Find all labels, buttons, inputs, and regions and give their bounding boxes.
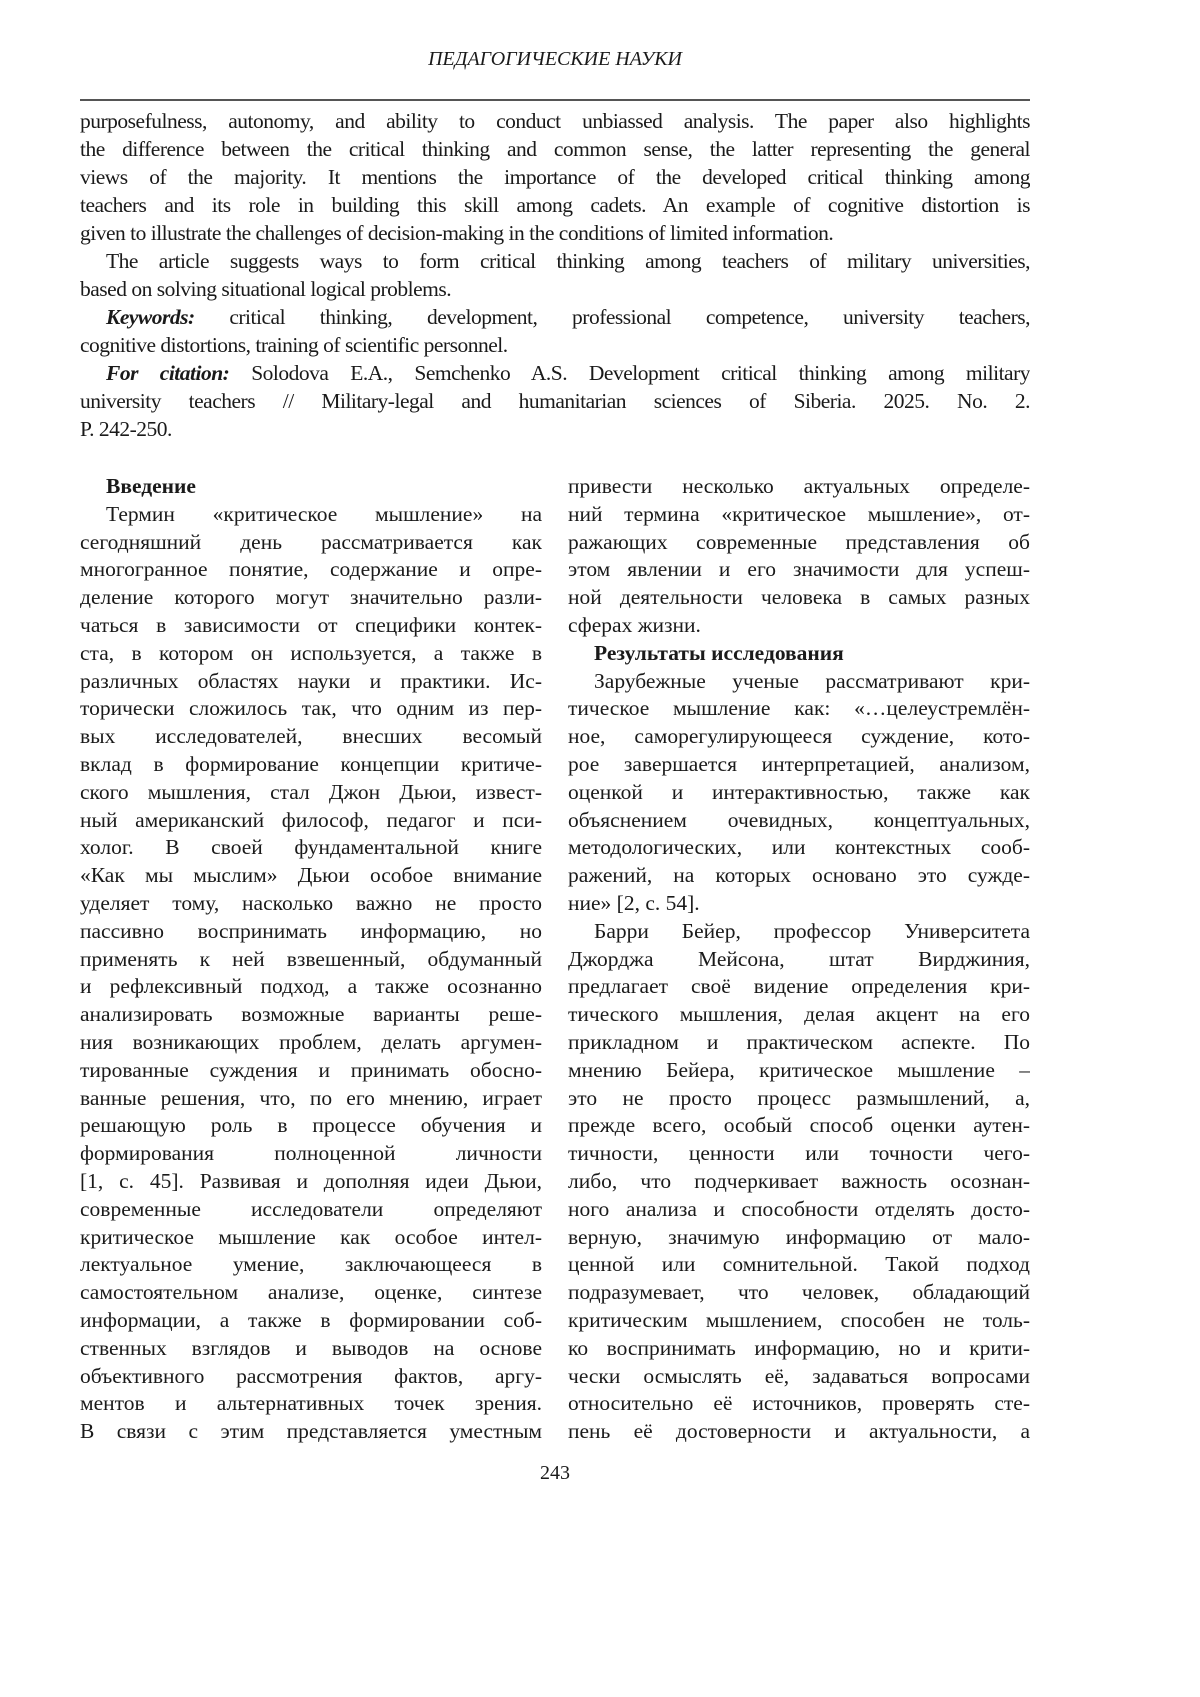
line-text: ражающих современные представления об [568, 529, 1030, 554]
text-line [568, 834, 1030, 862]
line-text: teachers and its role in building this skill among cadets. An example of cognitive distortion is [80, 193, 1030, 217]
text-line [80, 1363, 542, 1391]
line-text: рое завершается интерпретацией, анализом, [568, 751, 1030, 776]
header-rule [80, 99, 1030, 101]
text-line [568, 751, 1030, 779]
text-line [80, 247, 1030, 275]
line-text: Solodova E.A., Semchenko A.S. Development critical thinking among military [251, 361, 1030, 385]
line-text: самостоятельном анализе, оценке, синтезе [80, 1280, 542, 1305]
line-text: вклад в формирование концепции критиче- [80, 751, 542, 776]
text-line [568, 1196, 1030, 1224]
text-line [80, 556, 542, 584]
text-line [568, 1224, 1030, 1252]
line-text: сферах жизни. [568, 612, 701, 637]
text-line [80, 529, 542, 557]
text-line [80, 946, 542, 974]
line-text: объяснением очевидных, концептуальных, [568, 807, 1030, 832]
line-text: тичности, ценности или точности чего- [568, 1141, 1030, 1166]
line-text: ственных взглядов и выводов на основе [80, 1335, 542, 1360]
page-number: 243 [540, 1462, 570, 1484]
text-line [80, 1224, 542, 1252]
paragraph [568, 473, 1030, 640]
text-line [80, 107, 1030, 135]
line-text: лектуальное умение, заключающееся в [80, 1252, 542, 1277]
line-text: given to illustrate the challenges of decision-making in the conditions of limited information. [80, 221, 834, 245]
line-text: Термин «критическое мышление» на [106, 501, 542, 526]
line-text: ражений, на которых основано это сужде- [568, 863, 1030, 888]
text-line [80, 1335, 542, 1363]
line-text: cognitive distortions, training of scientific personnel. [80, 333, 508, 357]
line-text: В связи с этим представляется уместным [80, 1419, 542, 1444]
line-text: либо, что подчеркивает важность осознан- [568, 1168, 1030, 1193]
text-line [80, 163, 1030, 191]
line-text: холог. В своей фундаментальной книге [80, 835, 542, 860]
line-text: ного анализа и способности отделять досто- [568, 1196, 1030, 1221]
text-line [568, 779, 1030, 807]
paragraph [80, 107, 1030, 247]
text-line [568, 723, 1030, 751]
line-text: применять к ней взвешенный, обдуманный [80, 946, 542, 971]
line-text: предлагает своё видение определения кри- [568, 974, 1030, 999]
line-text: и рефлексивный подход, а также осознанно [80, 974, 542, 999]
line-text: привести несколько актуальных определе- [568, 474, 1030, 498]
text-line [80, 303, 1030, 331]
left-column [80, 473, 542, 1446]
text-line [80, 1057, 542, 1085]
line-text: подразумевает, что человек, обладающий [568, 1280, 1030, 1305]
line-text: оценкой и интерактивностью, также как [568, 779, 1030, 804]
text-line [80, 973, 542, 1001]
text-line [568, 918, 1030, 946]
paragraph-label: For citation: [106, 361, 230, 385]
text-line [80, 359, 1030, 387]
text-line [568, 1001, 1030, 1029]
text-line [80, 862, 542, 890]
text-line [80, 668, 542, 696]
text-line [568, 973, 1030, 1001]
text-line [568, 807, 1030, 835]
text-line [80, 1418, 542, 1446]
text-line [80, 275, 1030, 303]
line-text: ное, саморегулирующееся суждение, кото- [568, 724, 1030, 749]
text-line [80, 1390, 542, 1418]
line-text: тированные суждения и принимать обосно- [80, 1057, 542, 1082]
text-line [80, 191, 1030, 219]
line-text: ный американский философ, педагог и пси- [80, 807, 542, 832]
text-line [568, 1390, 1030, 1418]
abstract-english [80, 107, 1030, 443]
text-line [80, 1140, 542, 1168]
line-text: the difference between the critical thinking and common sense, the latter representing the general [80, 137, 1030, 161]
line-text: объективного рассмотрения фактов, аргу- [80, 1363, 542, 1388]
line-text: P. 242-250. [80, 417, 172, 441]
line-text: ценной или сомнительной. Такой подход [568, 1252, 1030, 1277]
line-text: верную, значимую информацию от мало- [568, 1224, 1030, 1249]
text-line [568, 556, 1030, 584]
text-line [80, 751, 542, 779]
line-text: ний термина «критическое мышление», от- [568, 501, 1030, 526]
line-text: пассивно воспринимать информацию, но [80, 918, 542, 943]
line-text: ского мышления, стал Джон Дьюи, извест- [80, 779, 542, 804]
line-text: этом явлении и его значимости для успеш- [568, 557, 1030, 582]
text-line [568, 1168, 1030, 1196]
line-text: ной деятельности человека в самых разных [568, 585, 1030, 610]
text-line [568, 1140, 1030, 1168]
text-line [568, 1279, 1030, 1307]
line-text: уделяет тому, насколько важно не просто [80, 890, 542, 915]
line-text: решающую роль в процессе обучения и [80, 1113, 542, 1138]
paragraph [80, 501, 542, 1446]
text-line [80, 1001, 542, 1029]
section-heading: Результаты исследования [594, 640, 844, 665]
text-line [80, 890, 542, 918]
line-text: ванные решения, что, по его мнению, играет [80, 1085, 542, 1110]
text-line [80, 1251, 542, 1279]
text-line [568, 890, 1030, 918]
text-line [80, 1196, 542, 1224]
line-text: чаться в зависимости от специфики контек- [80, 612, 542, 637]
text-line [568, 1307, 1030, 1335]
text-line [80, 1279, 542, 1307]
text-line [568, 1112, 1030, 1140]
running-header: ПЕДАГОГИЧЕСКИЕ НАУКИ [428, 48, 682, 70]
text-line [80, 1112, 542, 1140]
text-line [568, 529, 1030, 557]
line-text: Барри Бейер, профессор Университета [594, 918, 1030, 943]
line-text: это не просто процесс размышлений, а, [568, 1085, 1030, 1110]
line-text: многогранное понятие, содержание и опре- [80, 557, 542, 582]
section-heading: Введение [106, 474, 196, 498]
text-line [568, 1251, 1030, 1279]
line-text: современные исследователи определяют [80, 1196, 542, 1221]
line-text: ние» [2, с. 54]. [568, 890, 700, 915]
text-line [80, 387, 1030, 415]
line-text: ния возникающих проблем, делать аргумен- [80, 1029, 542, 1054]
text-line [568, 1363, 1030, 1391]
line-text: вых исследователей, внесших весомый [80, 724, 542, 749]
text-line [80, 135, 1030, 163]
text-line [568, 501, 1030, 529]
text-line [80, 415, 1030, 443]
line-text: тического мышления, делая акцент на его [568, 1002, 1030, 1027]
text-line [568, 473, 1030, 501]
text-line [80, 1168, 542, 1196]
text-line [80, 834, 542, 862]
line-text: views of the majority. It mentions the importance of the developed critical thinking among [80, 165, 1030, 189]
line-text: информации, а также в формировании соб- [80, 1307, 542, 1332]
text-line [80, 331, 1030, 359]
line-text: [1, с. 45]. Развивая и дополняя идеи Дьюи, [80, 1168, 542, 1193]
line-text: методологических, или контекстных сооб- [568, 835, 1030, 860]
line-text: тическое мышление как: «…целеустремлён- [568, 696, 1030, 721]
text-line [80, 612, 542, 640]
line-text: Джорджа Мейсона, штат Вирджиния, [568, 946, 1030, 971]
line-text: чески осмыслять её, задаваться вопросами [568, 1363, 1030, 1388]
line-text: сегодняшний день рассматривается как [80, 529, 542, 554]
line-text: based on solving situational logical problems. [80, 277, 452, 301]
text-line [80, 219, 1030, 247]
text-line [80, 584, 542, 612]
paragraph [568, 668, 1030, 918]
line-text: торически сложилось так, что одним из пер- [80, 696, 542, 721]
line-text: формирования полноценной личности [80, 1141, 542, 1166]
line-text: The article suggests ways to form critical thinking among teachers of military universities, [106, 249, 1030, 273]
line-text: прежде всего, особый способ оценки аутен- [568, 1113, 1030, 1138]
line-text: ментов и альтернативных точек зрения. [80, 1391, 542, 1416]
text-line [568, 862, 1030, 890]
text-line [568, 946, 1030, 974]
line-text: прикладном и практическом аспекте. По [568, 1029, 1030, 1054]
text-line [568, 695, 1030, 723]
paragraph [80, 359, 1030, 443]
line-text: различных областях науки и практики. Ис- [80, 668, 542, 693]
line-text: пень её достоверности и актуальности, а [568, 1419, 1030, 1444]
line-text: анализировать возможные варианты реше- [80, 1002, 542, 1027]
text-line [568, 1418, 1030, 1446]
text-line [568, 1029, 1030, 1057]
paragraph [80, 303, 1030, 359]
right-column [568, 473, 1030, 1446]
text-line [80, 695, 542, 723]
line-text: critical thinking, development, professional competence, university teachers, [229, 305, 1030, 329]
text-line [80, 779, 542, 807]
text-line [80, 918, 542, 946]
line-text: university teachers // Military-legal and humanitarian sciences of Siberia. 2025. No. 2. [80, 389, 1030, 413]
paragraph [568, 918, 1030, 1446]
text-line [80, 640, 542, 668]
line-text: ко воспринимать информацию, но и крити- [568, 1335, 1030, 1360]
text-line [80, 1085, 542, 1113]
text-line [568, 1335, 1030, 1363]
text-line [568, 584, 1030, 612]
text-line [80, 501, 542, 529]
text-line [80, 1029, 542, 1057]
line-text: критическое мышление как особое интел- [80, 1224, 542, 1249]
line-text: критическим мышлением, способен не толь- [568, 1307, 1030, 1332]
text-line [80, 807, 542, 835]
paragraph [80, 247, 1030, 303]
text-line [80, 1307, 542, 1335]
line-text: относительно её источников, проверять сте- [568, 1391, 1030, 1416]
text-line [568, 1057, 1030, 1085]
line-text: ста, в котором он используется, а также в [80, 640, 542, 665]
line-text: «Как мы мыслим» Дьюи особое внимание [80, 863, 542, 888]
line-text: деление которого могут значительно разли- [80, 585, 542, 610]
text-line [568, 1085, 1030, 1113]
paragraph-label: Keywords: [106, 305, 195, 329]
text-line [568, 668, 1030, 696]
text-line [80, 723, 542, 751]
line-text: purposefulness, autonomy, and ability to conduct unbiassed analysis. The paper also highlights [80, 109, 1030, 133]
line-text: мнению Бейера, критическое мышление – [568, 1057, 1030, 1082]
text-line [568, 612, 1030, 640]
line-text: Зарубежные ученые рассматривают кри- [594, 668, 1030, 693]
